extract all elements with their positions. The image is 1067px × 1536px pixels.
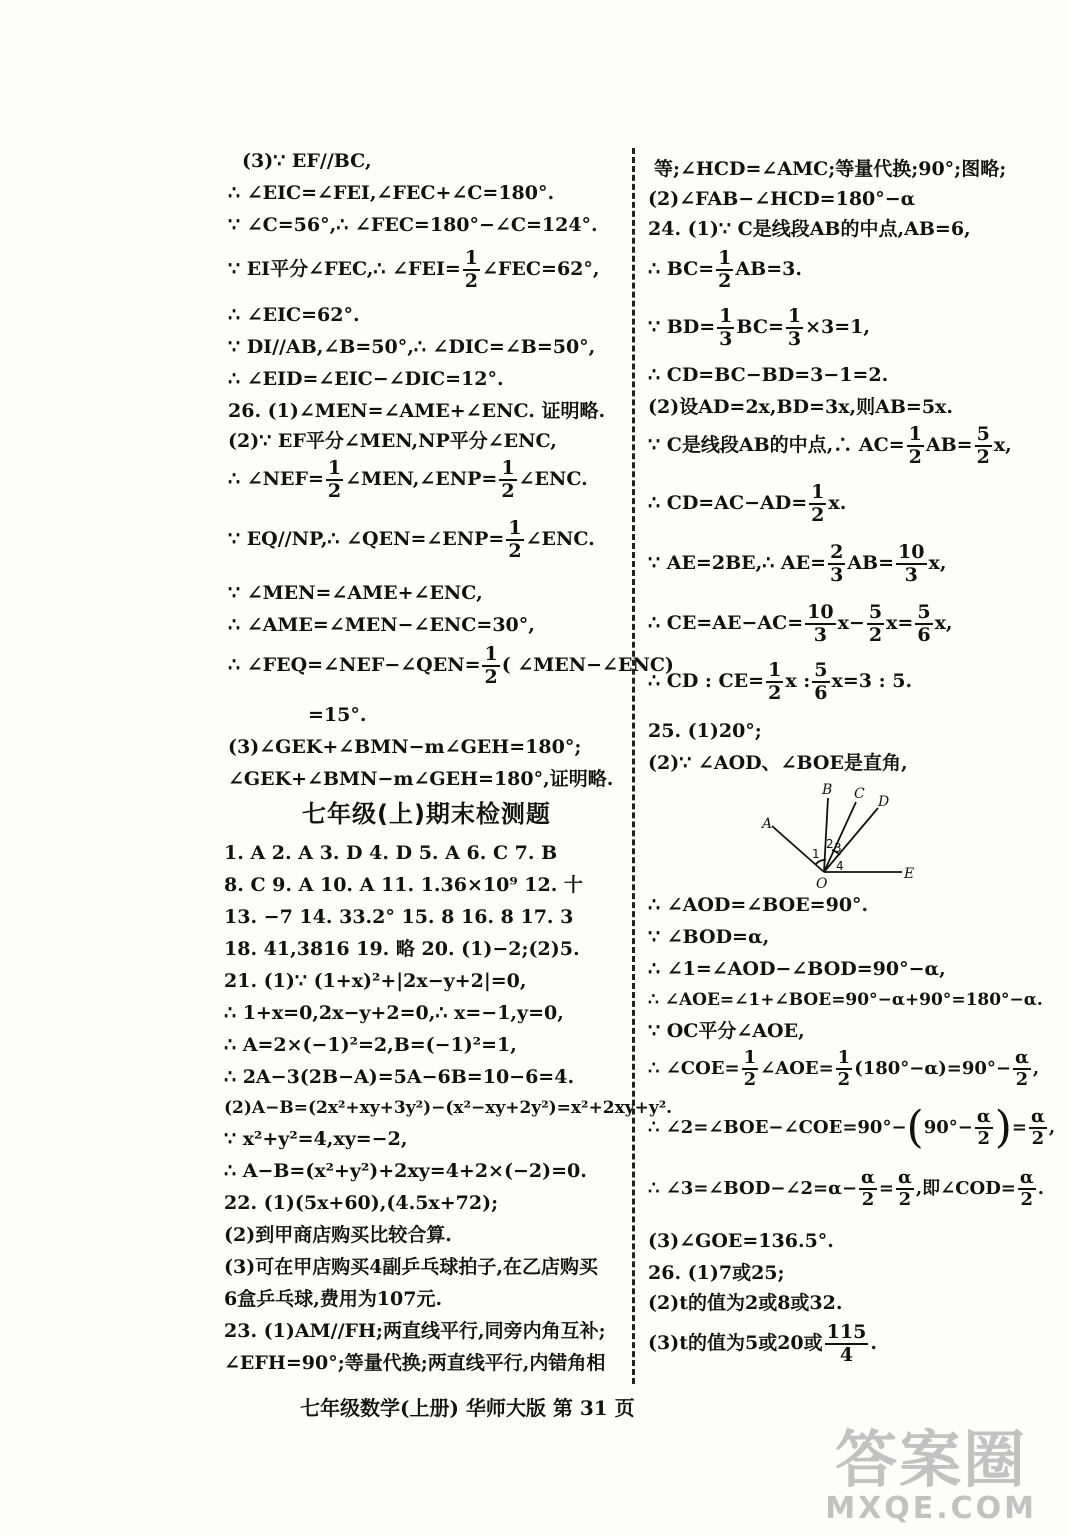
answer-line — [228, 644, 674, 688]
answer-line — [648, 1322, 877, 1366]
text: ∠AOE= — [760, 1057, 834, 1079]
answer-line — [648, 1048, 1039, 1090]
text: 90°− — [923, 1117, 973, 1138]
answer-line: (2)到甲商店购买比较合算. — [224, 1224, 452, 1246]
text: ∴ ∠NEF= — [228, 467, 324, 490]
section-title: 七年级(上)期末检测题 — [302, 800, 551, 828]
answer-line — [648, 424, 1012, 468]
text: x : — [785, 669, 811, 692]
fraction — [975, 1107, 993, 1149]
fraction — [809, 482, 826, 526]
numerator: 115 — [826, 1321, 867, 1343]
denominator: 2 — [484, 665, 498, 688]
answer-line: 等;∠HCD=∠AMC;等量代换;90°;图略; — [654, 158, 1007, 180]
answer-line — [228, 248, 600, 292]
numerator: 1 — [837, 1047, 851, 1068]
question-23: 23. (1)AM//FH;两直线平行,同旁内角互补; — [224, 1320, 606, 1342]
fraction — [1018, 1168, 1036, 1210]
column-divider — [632, 148, 635, 1384]
question-26: 26. (1)∠MEN=∠AME+∠ENC. 证明略. — [228, 400, 606, 422]
numerator: 10 — [807, 601, 834, 623]
numerator: 1 — [508, 517, 522, 539]
answer-line: ∵ ∠C=56°,∴ ∠FEC=180°−∠C=124°. — [228, 214, 598, 236]
numerator: 1 — [768, 659, 782, 681]
fraction — [786, 306, 803, 350]
answer-line: ∠EFH=90°;等量代换;两直线平行,内错角相 — [224, 1352, 606, 1374]
denominator: 2 — [898, 1188, 912, 1210]
numerator: 2 — [830, 541, 844, 563]
denominator: 2 — [464, 269, 479, 292]
answer-line: (3)可在甲店购买4副乒乓球拍子,在乙店购买 — [224, 1256, 599, 1278]
left-paren: ( — [906, 1102, 924, 1153]
numerator: α — [976, 1106, 991, 1128]
text: ∴ ∠2=∠BOE−∠COE=90°− — [648, 1117, 907, 1138]
text: ∵ EQ//NP,∴ ∠QEN=∠ENP= — [228, 527, 505, 550]
numerator: 1 — [464, 247, 479, 269]
watermark-text: 答案圈 — [835, 1423, 1028, 1496]
answer-line — [648, 306, 870, 350]
text: = — [1011, 1117, 1027, 1138]
question-22: 22. (1)(5x+60),(4.5x+72); — [224, 1192, 499, 1214]
answer-line: ∴ ∠AME=∠MEN−∠ENC=30°, — [228, 614, 535, 636]
text: ∴ ∠FEQ=∠NEF−∠QEN= — [228, 653, 481, 676]
text: ∵ C是线段AB的中点,∴ AC= — [648, 433, 905, 456]
text: ∵ BD= — [648, 315, 716, 338]
text: ∴ BC= — [648, 257, 715, 280]
angle-label-1: 1 — [812, 847, 820, 861]
numerator: 1 — [908, 423, 922, 445]
text: x, — [934, 611, 953, 634]
denominator: 2 — [1015, 1068, 1029, 1090]
text: . — [1037, 1177, 1045, 1199]
denominator: 6 — [917, 623, 931, 646]
answer-key-row: 8. C 9. A 10. A 11. 1.36×10⁹ 12. 十 — [224, 874, 583, 896]
numerator: α — [861, 1167, 875, 1188]
denominator: 6 — [814, 681, 828, 704]
text: ( ∠MEN−∠ENC) — [501, 653, 674, 676]
answer-line: (2)设AD=2x,BD=3x,则AB=5x. — [648, 396, 954, 418]
denominator: 2 — [861, 1188, 875, 1210]
answer-line — [648, 660, 912, 704]
answer-line: ∴ ∠AOD=∠BOE=90°. — [648, 894, 869, 916]
question-24: 24. (1)∵ C是线段AB的中点,AB=6, — [648, 218, 971, 240]
denominator: 2 — [908, 445, 922, 468]
denominator: 3 — [719, 327, 733, 350]
text: ∴ CD=AC−AD= — [648, 491, 808, 514]
fraction — [766, 660, 783, 704]
fraction — [975, 424, 992, 468]
answer-line — [228, 518, 595, 562]
denominator: 2 — [743, 1068, 757, 1090]
text: ∠MEN,∠ENP= — [345, 467, 498, 490]
answer-line: ∵ DI//AB,∠B=50°,∴ ∠DIC=∠B=50°, — [228, 336, 596, 358]
fraction — [1013, 1048, 1031, 1090]
answer-line: ∵ x²+y²=4,xy=−2, — [224, 1128, 408, 1150]
denominator: 2 — [1020, 1188, 1034, 1210]
text: ∠ENC. — [518, 467, 588, 490]
label-d: D — [878, 794, 890, 810]
answer-line: ∴ A−B=(x²+y²)+2xy=4+2×(−2)=0. — [224, 1160, 587, 1182]
angle-label-2: 2 — [826, 837, 834, 851]
fraction — [506, 518, 523, 562]
denominator: 2 — [977, 1128, 991, 1149]
angle-label-4: 4 — [836, 859, 844, 873]
numerator: α — [1014, 1047, 1029, 1068]
text: ∵ EI平分∠FEC,∴ ∠FEI= — [228, 257, 461, 280]
numerator: 1 — [718, 247, 732, 269]
answer-line: (2)A−B=(2x²+xy+3y²)−(x²−xy+2y²)=x²+2xy+y². — [224, 1098, 673, 1118]
fraction — [812, 660, 829, 704]
denominator: 3 — [830, 563, 844, 586]
answer-line: ∴ ∠EID=∠EIC−∠DIC=12°. — [228, 368, 504, 390]
watermark-url: MXQE.COM — [825, 1491, 1037, 1526]
numerator: 1 — [787, 305, 802, 327]
answer-line: ∴ 1+x=0,2x−y+2=0,∴ x=−1,y=0, — [224, 1002, 564, 1024]
answer-line: ∴ A=2×(−1)²=2,B=(−1)²=1, — [224, 1034, 517, 1056]
fraction — [867, 602, 884, 646]
question-25: 25. (1)20°; — [648, 720, 762, 742]
text: x=3 : 5. — [831, 669, 913, 692]
text: AB=3. — [735, 257, 802, 280]
right-paren: ) — [994, 1102, 1012, 1153]
fraction — [859, 1168, 877, 1210]
text: (180°−α)=90°− — [854, 1057, 1011, 1079]
text: = — [878, 1177, 894, 1199]
label-o: O — [816, 876, 828, 890]
text: ∴ ∠COE= — [648, 1057, 740, 1079]
answer-line: ∵ ∠BOD=α, — [648, 926, 770, 948]
fraction — [482, 644, 499, 688]
fraction — [716, 248, 733, 292]
answer-line: ∴ ∠AOE=∠1+∠BOE=90°−α+90°=180°−α. — [648, 990, 1043, 1010]
answer-line: (3)∠GEK+∠BMN−m∠GEH=180°; — [228, 736, 582, 758]
denominator: 2 — [327, 479, 342, 502]
fraction — [742, 1048, 759, 1090]
answer-line: 6盒乒乓球,费用为107元. — [224, 1288, 443, 1310]
answer-line: (2)∵ EF平分∠MEN,NP平分∠ENC, — [228, 430, 557, 452]
angle-figure — [760, 780, 930, 890]
fraction — [828, 542, 845, 586]
numerator: 5 — [868, 601, 883, 623]
fraction — [836, 1048, 853, 1090]
fraction — [326, 458, 343, 502]
answer-line: (3)∠GOE=136.5°. — [648, 1230, 834, 1252]
numerator: 5 — [917, 601, 931, 623]
label-e: E — [904, 866, 915, 882]
numerator: 10 — [898, 541, 925, 563]
denominator: 2 — [811, 503, 825, 526]
numerator: 1 — [327, 457, 342, 479]
numerator: 5 — [976, 423, 990, 445]
fraction — [717, 306, 734, 350]
denominator: 2 — [976, 445, 990, 468]
text: . — [870, 1331, 877, 1354]
ray-ob — [824, 798, 828, 872]
text: ∠ENC. — [525, 527, 595, 550]
label-b: B — [822, 782, 833, 798]
fraction — [896, 1168, 914, 1210]
answer-line: =15°. — [308, 704, 367, 726]
denominator: 2 — [501, 479, 515, 502]
answer-line: (2)∵ ∠AOD、∠BOE是直角, — [648, 752, 908, 774]
text: x, — [928, 551, 947, 574]
answer-line: ∴ 2A−3(2B−A)=5A−6B=10−6=4. — [224, 1066, 575, 1088]
text: x. — [828, 491, 847, 514]
answer-line — [648, 1102, 1056, 1153]
answer-key-row: 1. A 2. A 3. D 4. D 5. A 6. C 7. B — [224, 842, 558, 864]
fraction — [1029, 1107, 1047, 1149]
text: ∴ CD : CE= — [648, 669, 765, 692]
denominator: 3 — [813, 623, 827, 646]
numerator: α — [897, 1167, 912, 1188]
text: , — [1032, 1057, 1040, 1079]
fraction — [907, 424, 924, 468]
answer-line: (2)t的值为2或8或32. — [648, 1292, 843, 1314]
question-21: 21. (1)∵ (1+x)²+|2x−y+2|=0, — [224, 970, 527, 992]
answer-line: ∴ ∠EIC=∠FEI,∠FEC+∠C=180°. — [228, 182, 555, 204]
numerator: 1 — [719, 305, 733, 327]
denominator: 2 — [837, 1068, 851, 1090]
text: AB= — [847, 551, 895, 574]
answer-line: (3)∵ EF//BC, — [242, 150, 372, 172]
text: ∵ AE=2BE,∴ AE= — [648, 551, 827, 574]
denominator: 2 — [718, 269, 732, 292]
denominator: 2 — [768, 681, 782, 704]
label-c: C — [854, 786, 865, 802]
text: x− — [837, 611, 865, 634]
denominator: 2 — [508, 539, 522, 562]
fraction — [896, 542, 926, 586]
numerator: 1 — [501, 457, 515, 479]
text: , — [1048, 1117, 1056, 1138]
label-a: A — [762, 816, 773, 832]
fraction — [463, 248, 480, 292]
numerator: 1 — [811, 481, 825, 503]
answer-line — [228, 458, 588, 502]
numerator: α — [1019, 1167, 1034, 1188]
text: ,即∠COD= — [915, 1177, 1016, 1199]
denominator: 4 — [839, 1343, 854, 1366]
answer-key-row: 13. −7 14. 33.2° 15. 8 16. 8 17. 3 — [224, 906, 574, 928]
text: ∠FEC=62°, — [482, 257, 600, 280]
angle-label-3: 3 — [834, 841, 842, 855]
text: ∴ CE=AE−AC= — [648, 611, 804, 634]
fraction — [825, 1322, 869, 1366]
question-26: 26. (1)7或25; — [648, 1262, 785, 1284]
answer-line: ∴ ∠1=∠AOD−∠BOD=90°−α, — [648, 958, 946, 980]
denominator: 2 — [868, 623, 883, 646]
text: BC= — [736, 315, 784, 338]
text: x= — [886, 611, 914, 634]
fraction — [499, 458, 516, 502]
answer-line: ∵ ∠MEN=∠AME+∠ENC, — [228, 582, 483, 604]
text: (3)t的值为5或20或 — [648, 1331, 823, 1354]
answer-line — [648, 482, 846, 526]
page-footer: 七年级数学(上册) 华师大版 第 31 页 — [300, 1396, 635, 1420]
answer-line — [648, 1168, 1044, 1210]
numerator: α — [1030, 1106, 1045, 1128]
text: ×3=1, — [805, 315, 871, 338]
numerator: 1 — [743, 1047, 757, 1068]
fraction — [805, 602, 835, 646]
answer-key-row: 18. 41,3816 19. 略 20. (1)−2;(2)5. — [224, 938, 580, 960]
answer-line — [648, 542, 946, 586]
text: ∴ ∠3=∠BOD−∠2=α− — [648, 1177, 858, 1199]
denominator: 3 — [787, 327, 802, 350]
text: AB= — [925, 433, 973, 456]
fraction — [915, 602, 932, 646]
answer-line: ∴ ∠EIC=62°. — [228, 304, 360, 326]
answer-line: (2)∠FAB−∠HCD=180°−α — [648, 188, 916, 210]
answer-line — [648, 248, 802, 292]
denominator: 3 — [904, 563, 918, 586]
answer-line: ∵ OC平分∠AOE, — [648, 1020, 805, 1042]
answer-line: ∠GEK+∠BMN−m∠GEH=180°,证明略. — [228, 768, 614, 790]
denominator: 2 — [1031, 1128, 1045, 1149]
watermark-logo — [825, 1423, 1037, 1526]
answer-line: ∴ CD=BC−BD=3−1=2. — [648, 364, 889, 386]
numerator: 1 — [484, 643, 498, 665]
text: x, — [993, 433, 1012, 456]
numerator: 5 — [814, 659, 828, 681]
answer-line — [648, 602, 953, 646]
